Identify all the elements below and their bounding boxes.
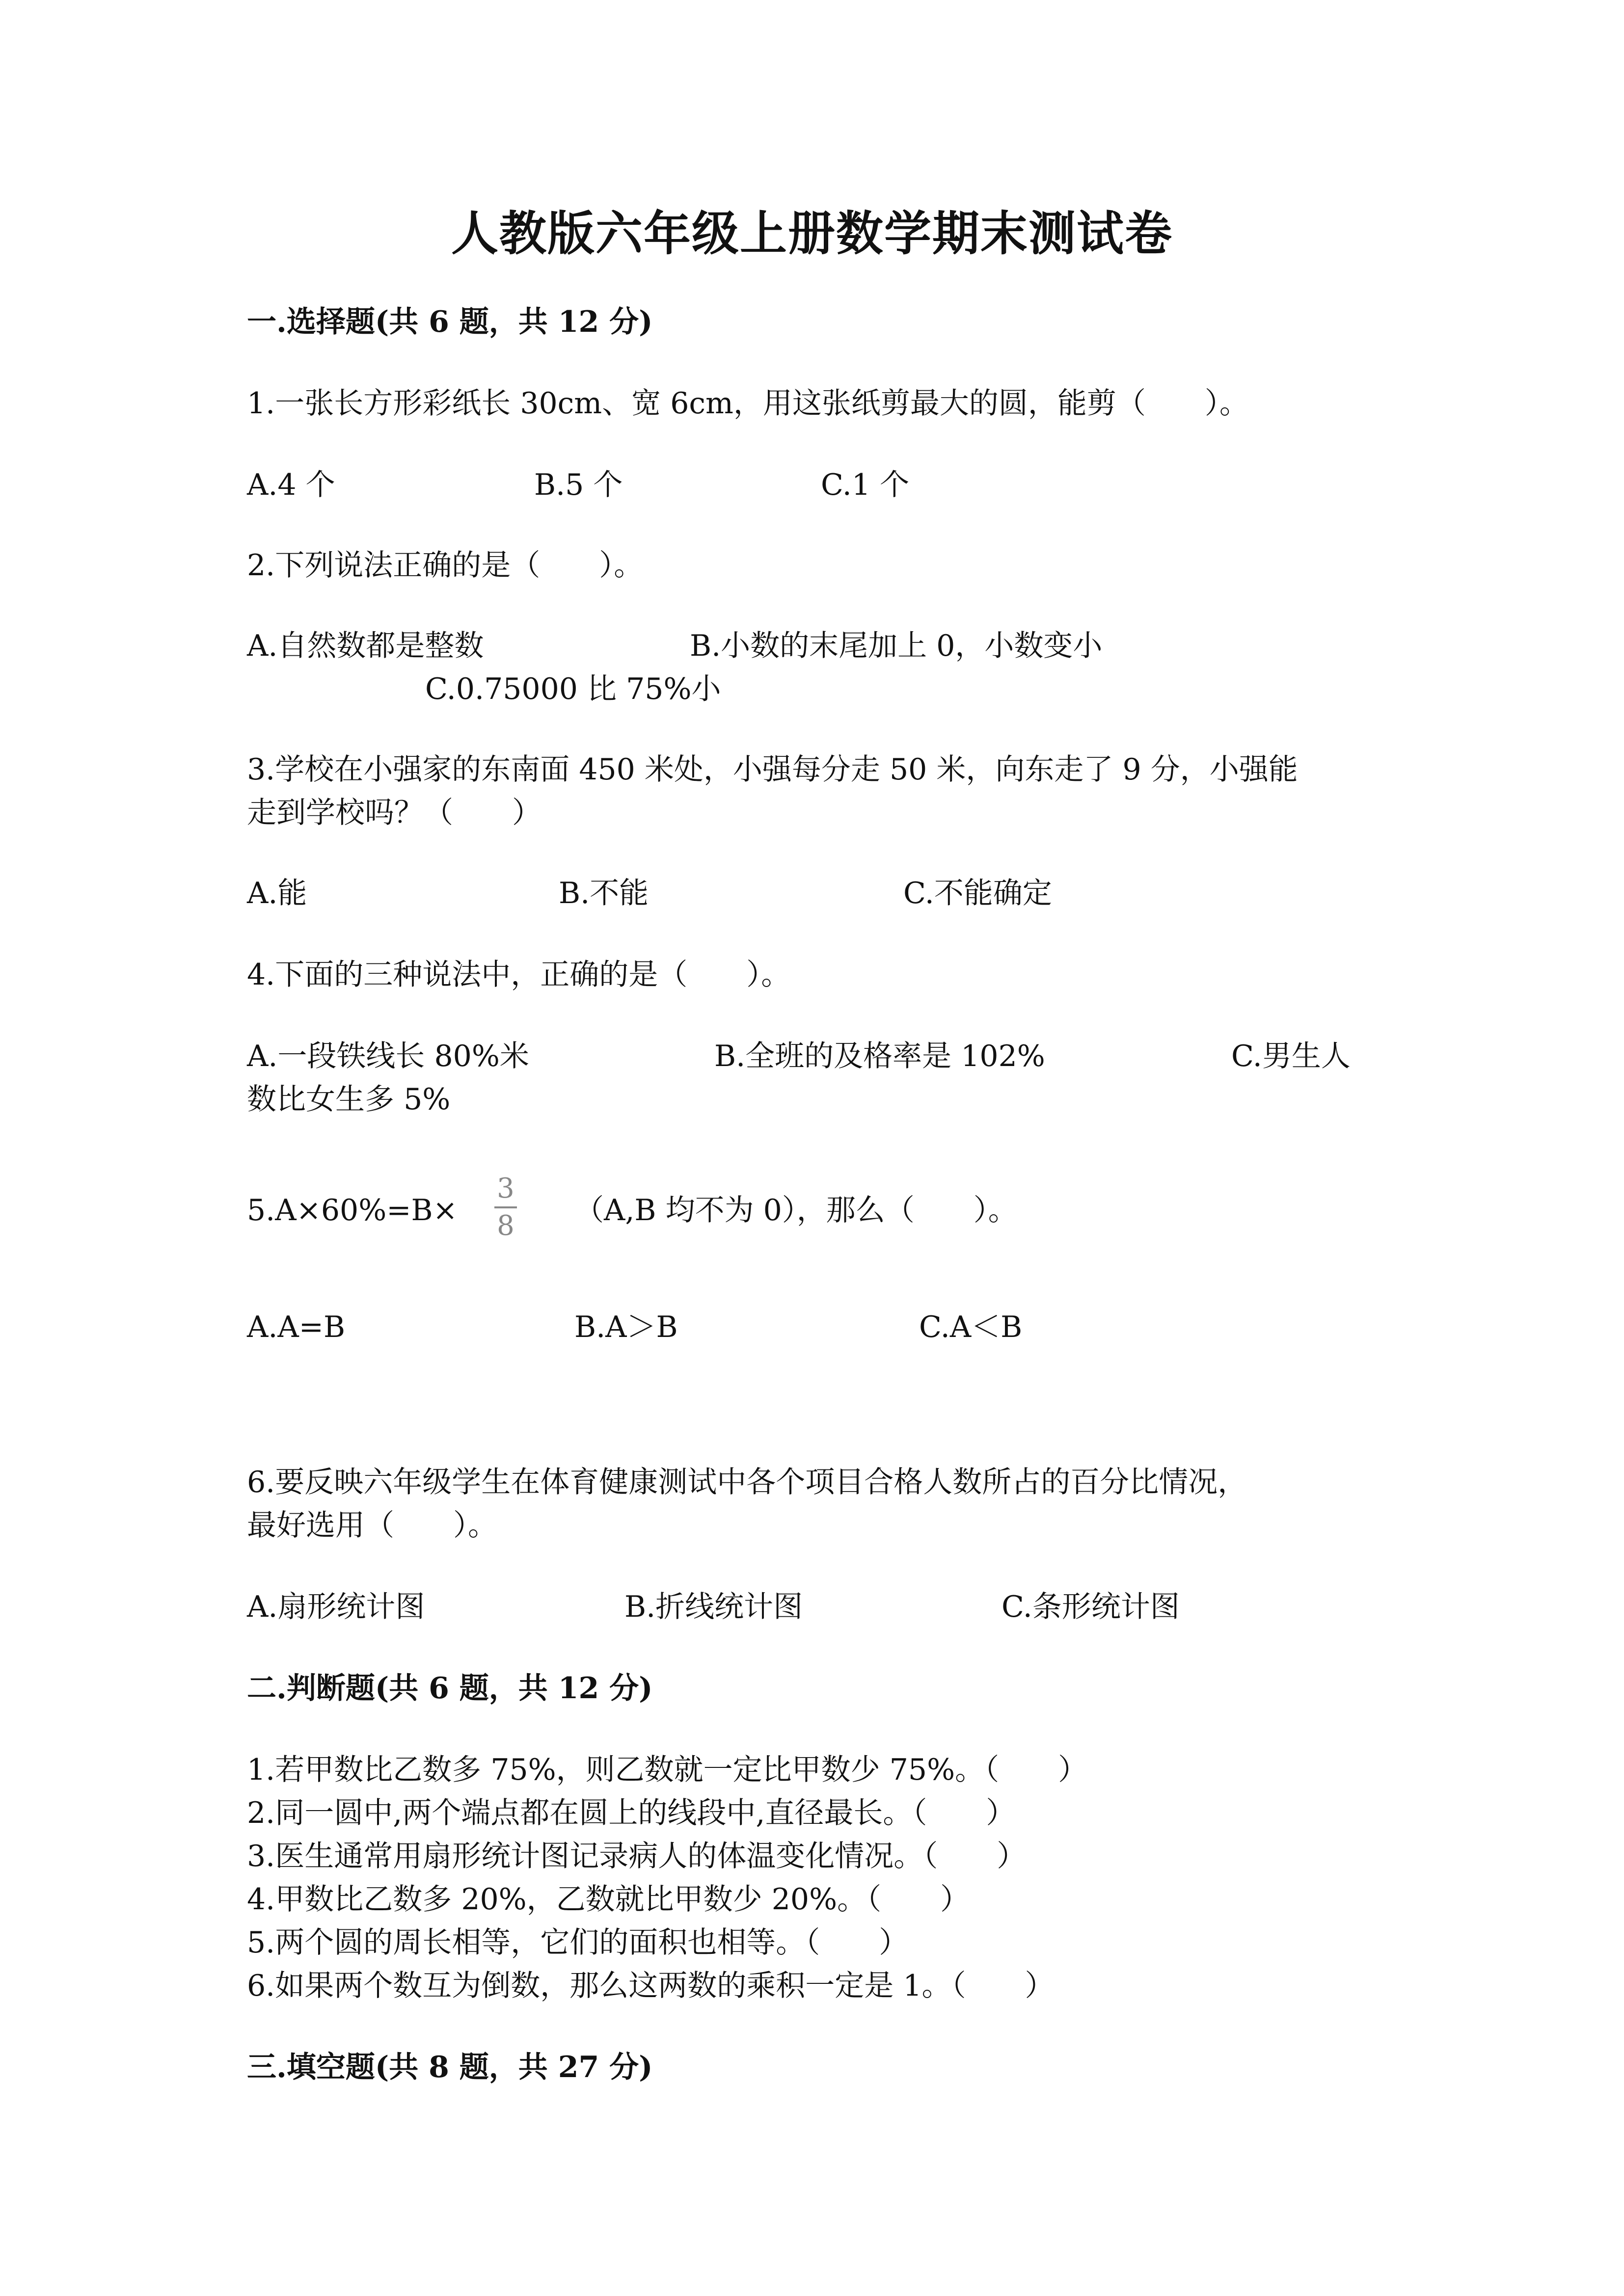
judgment-item-2: 2.同一圆中,两个端点都在圆上的线段中,直径最长。（ ） bbox=[247, 1796, 1016, 1830]
question-6-option-c: C.条形统计图 bbox=[1001, 1590, 1180, 1624]
question-6-option-b: B.折线统计图 bbox=[624, 1590, 803, 1624]
page-title: 人教版六年级上册数学期末测试卷 bbox=[451, 206, 1173, 261]
question-1-option-c: C.1 个 bbox=[821, 468, 910, 502]
question-2-option-b: B.小数的末尾加上 0，小数变小 bbox=[690, 629, 1103, 663]
question-5-option-a: A.A=B bbox=[247, 1310, 346, 1344]
judgment-item-4: 4.甲数比乙数多 20%，乙数就比甲数少 20%。（ ） bbox=[247, 1882, 970, 1917]
question-4-option-a: A.一段铁线长 80%米 bbox=[247, 1039, 529, 1073]
question-2-option-a: A.自然数都是整数 bbox=[247, 629, 484, 663]
question-3-stem-line2: 走到学校吗？（ ） bbox=[247, 796, 541, 830]
question-4-option-c: C.男生人 bbox=[1231, 1039, 1351, 1073]
question-6-option-a: A.扇形统计图 bbox=[247, 1590, 425, 1624]
judgment-item-1: 1.若甲数比乙数多 75%，则乙数就一定比甲数少 75%。（ ） bbox=[247, 1753, 1088, 1787]
question-4-option-b: B.全班的及格率是 102% bbox=[714, 1039, 1045, 1073]
question-5-option-c: C.A＜B bbox=[919, 1310, 1023, 1344]
question-3-option-a: A.能 bbox=[247, 876, 307, 910]
judgment-item-5: 5.两个圆的周长相等，它们的面积也相等。（ ） bbox=[247, 1925, 909, 1960]
fraction-denominator: 8 bbox=[497, 1210, 514, 1242]
question-1-stem: 1.一张长方形彩纸长 30cm、宽 6cm，用这张纸剪最大的圆，能剪（ ）。 bbox=[247, 386, 1249, 421]
question-6-stem-line1: 6.要反映六年级学生在体育健康测试中各个项目合格人数所占的百分比情况， bbox=[247, 1465, 1247, 1499]
section-heading-fill-in: 三.填空题(共 8 题，共 27 分) bbox=[247, 2050, 653, 2084]
question-5-option-b: B.A＞B bbox=[574, 1310, 678, 1344]
question-1-option-a: A.4 个 bbox=[247, 468, 335, 502]
section-heading-choice: 一.选择题(共 6 题，共 12 分) bbox=[247, 305, 653, 339]
judgment-item-3: 3.医生通常用扇形统计图记录病人的体温变化情况。（ ） bbox=[247, 1839, 1027, 1873]
fraction-three-eighths bbox=[493, 1174, 518, 1248]
judgment-item-6: 6.如果两个数互为倒数，那么这两数的乘积一定是 1。（ ） bbox=[247, 1969, 1055, 2003]
section-heading-judgment: 二.判断题(共 6 题，共 12 分) bbox=[247, 1671, 653, 1706]
question-3-stem-line1: 3.学校在小强家的东南面 450 米处，小强每分走 50 米，向东走了 9 分，小强能 bbox=[247, 752, 1298, 787]
question-5-stem-suffix: （A,B 均不为 0），那么（ ）。 bbox=[574, 1193, 1018, 1228]
question-5-stem-prefix: 5.A×60%=B× bbox=[247, 1193, 458, 1228]
question-4-stem: 4.下面的三种说法中，正确的是（ ）。 bbox=[247, 958, 791, 992]
question-6-stem-line2: 最好选用（ ）。 bbox=[247, 1508, 497, 1543]
fraction-numerator: 3 bbox=[497, 1173, 514, 1204]
question-4-option-c-continuation: 数比女生多 5% bbox=[247, 1082, 451, 1117]
question-2-stem: 2.下列说法正确的是（ ）。 bbox=[247, 548, 644, 583]
question-3-option-c: C.不能确定 bbox=[903, 876, 1052, 910]
question-3-option-b: B.不能 bbox=[559, 876, 649, 910]
fraction-bar bbox=[494, 1206, 517, 1208]
question-2-option-c: C.0.75000 比 75%小 bbox=[425, 672, 721, 706]
question-1-option-b: B.5 个 bbox=[534, 468, 623, 502]
